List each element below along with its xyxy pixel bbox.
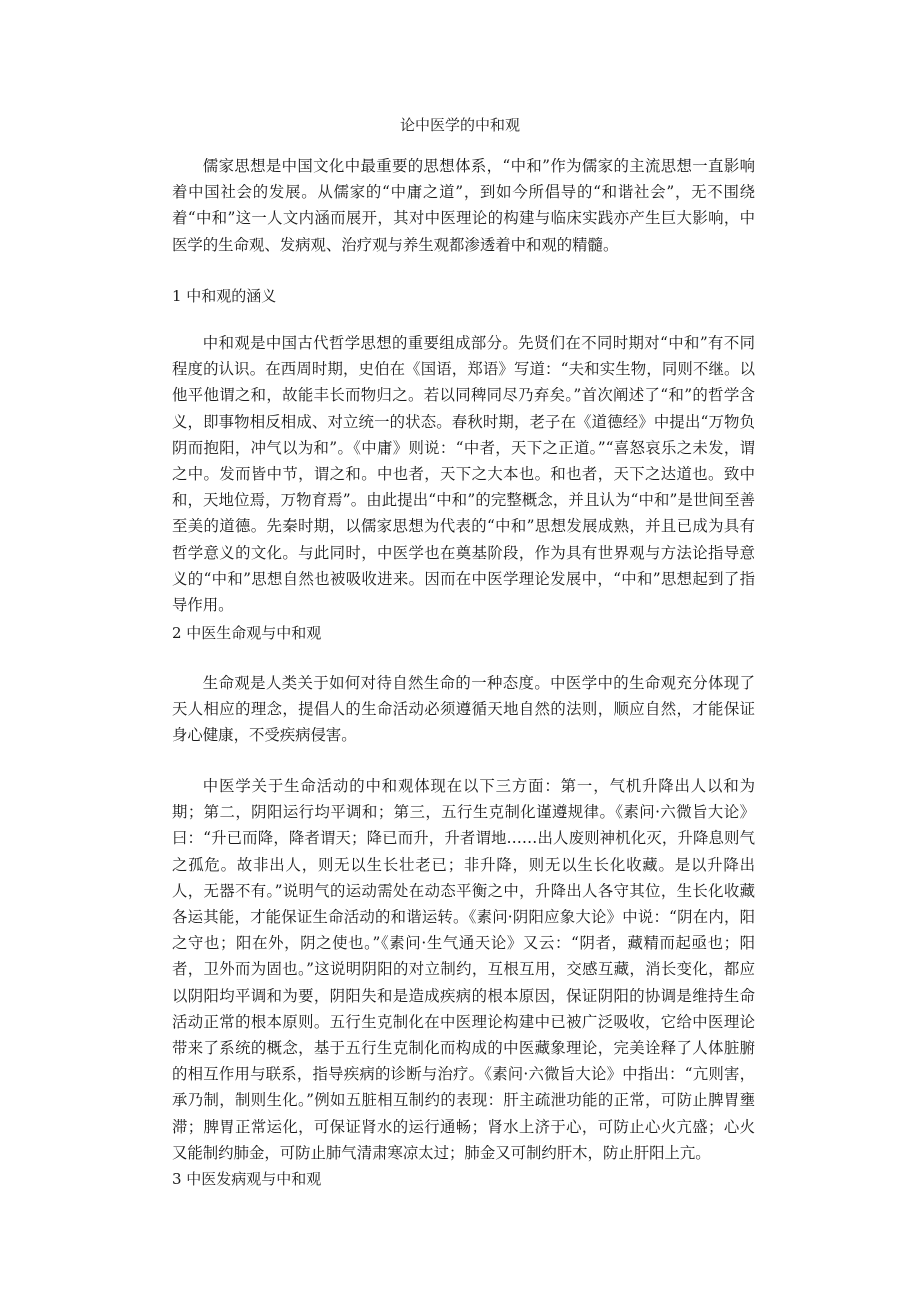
section-1-heading: 1 中和观的涵义 [172,287,277,305]
section-2-paragraph-2: 中医学关于生命活动的中和观体现在以下三方面：第一，气机升降出人以和为期；第二，阴阳运行均平调和；第三，五行生克制化谨遵规律。《素问·六微旨大论》曰：“升已而降，降者谓天；降已而升，升者谓地……出人废则神机化灭，升降息则气之孤危。故非出人，则无以生长壮老已；非升降，则无以生长化收藏。是以升降出人，无器不有。”说明气的运动需处在动态平衡之中，升降出人各守其位，生长化收藏各运其能，才能保证生命活动的和谐运转。《素问·阴阳应象大论》中说：“阴在内，阳之守也；阳在外，阴之使也。”《素问·生气通天论》又云：“阴者，藏精而起亟也；阳者，卫外而为固也。”这说明阴阳的对立制约，互根互用，交感互藏，消长变化，都应以阴阳均平调和为要，阴阳失和是造成疾病的根本原因，保证阴阳的协调是维持生命活动正常的根本原则。五行生克制化在中医理论构建中已被广泛吸收，它给中医理论带来了系统的概念，基于五行生克制化而构成的中医藏象理论，完美诠释了人体脏腑的相互作用与联系，指导疾病的诊断与治疗。《素问·六微旨大论》中指出：“亢则害，承乃制，制则生化。”例如五脏相互制约的表现：肝主疏泄功能的正常，可防止脾胃壅滞；脾胃正常运化，可保证肾水的运行通畅；肾水上济于心，可防止心火亢盛；心火又能制约肺金，可防止肺气清肃寒凉太过；肺金又可制约肝木，防止肝阳上亢。 [172,777,755,1162]
section-2-paragraph-1: 生命观是人类关于如何对待自然生命的一种态度。中医学中的生命观充分体现了天人相应的理念，提倡人的生命活动必须遵循天地自然的法则，顺应自然，才能保证身心健康，不受疾病侵害。 [172,674,755,745]
section-2-heading: 2 中医生命观与中和观 [172,624,322,642]
intro-paragraph: 儒家思想是中国文化中最重要的思想体系，“中和”作为儒家的主流思想一直影响着中国社会的发展。从儒家的“中庸之道”，到如今所倡导的“和谐社会”，无不围绕着“中和”这一人文内涵而展开，其对中医理论的构建与临床实践亦产生巨大影响，中医学的生命观、发病观、治疗观与养生观都渗透着中和观的精髓。 [172,157,755,254]
section-1-paragraph: 中和观是中国古代哲学思想的重要组成部分。先贤们在不同时期对“中和”有不同程度的认识。在西周时期，史伯在《国语，郑语》写道：“夫和实生物，同则不继。以他平他谓之和，故能丰长而物归之。若以同稗同尽乃弃矣。”首次阐述了“和”的哲学含义，即事物相反相成、对立统一的状态。春秋时期，老子在《道德经》中提出“万物负阴而抱阳，冲气以为和”。《中庸》则说：“中者，天下之正道。”“喜怒哀乐之未发，谓之中。发而皆中节，谓之和。中也者，天下之大本也。和也者，天下之达道也。致中和，天地位焉，万物育焉”。由此提出“中和”的完整概念，并且认为“中和”是世间至善至美的道德。先秦时期，以儒家思想为代表的“中和”思想发展成熟，并且已成为具有哲学意义的文化。与此同时，中医学也在奠基阶段，作为具有世界观与方法论指导意义的“中和”思想自然也被吸收进来。因而在中医学理论发展中，“中和”思想起到了指导作用。 [172,334,755,615]
section-3-heading: 3 中医发病观与中和观 [172,1170,322,1188]
document-title: 论中医学的中和观 [399,116,520,134]
